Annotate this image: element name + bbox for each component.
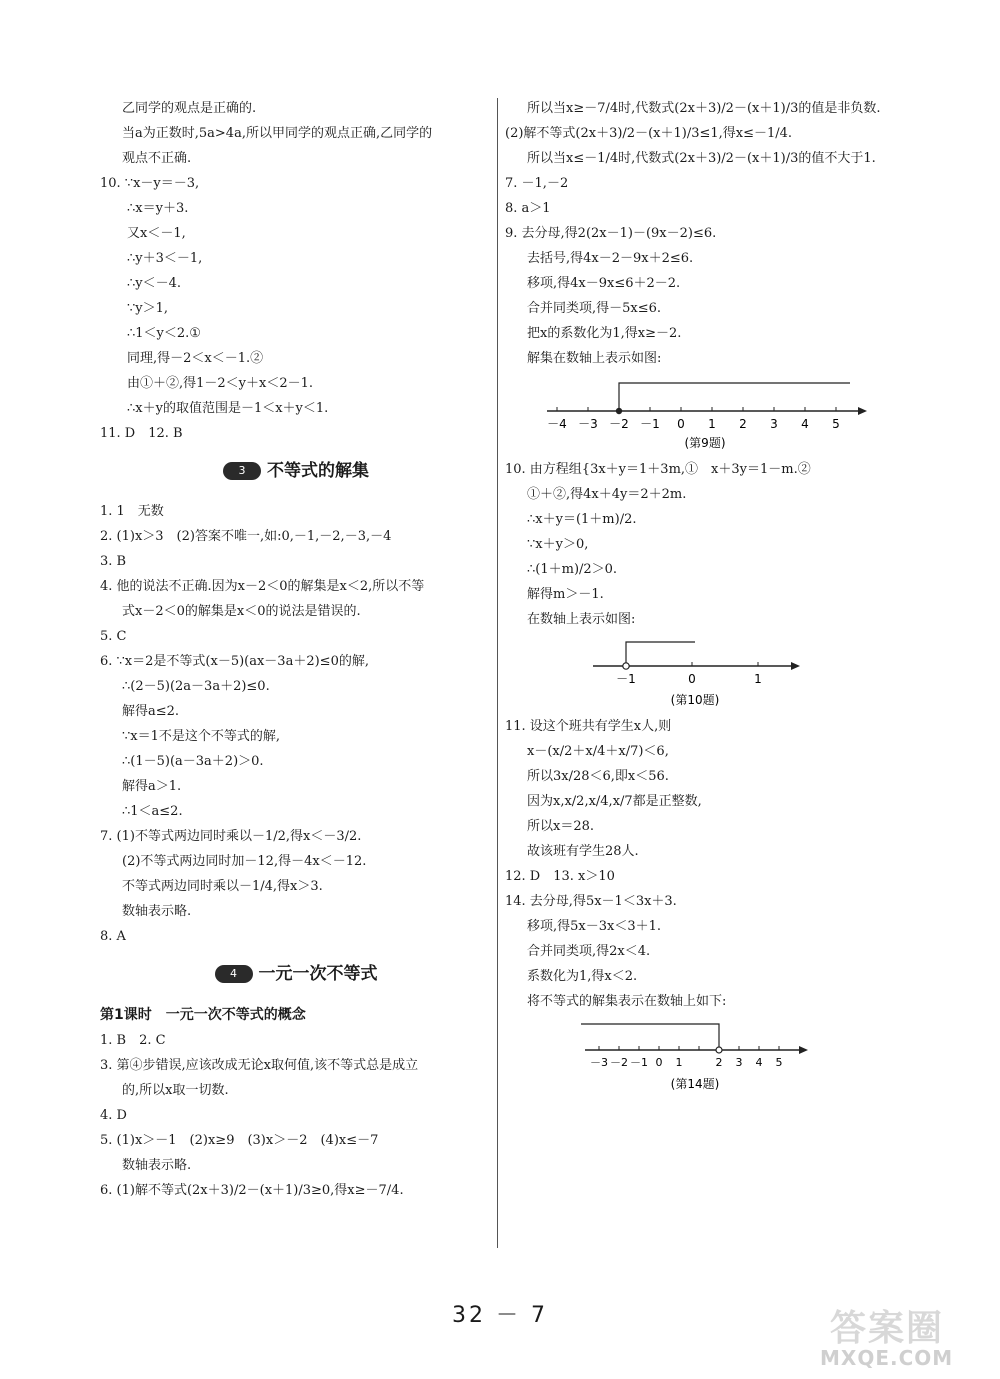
text-line: 2. (1)x＞3 (2)答案不唯一,如:0,－1,－2,－3,－4 — [100, 529, 392, 544]
tick-label: 4 — [755, 1056, 763, 1069]
tick-label: 3 — [735, 1056, 743, 1069]
tick-label: 2 — [715, 1056, 723, 1069]
tick-label: 5 — [775, 1056, 783, 1069]
text-line: 将不等式的解集表示在数轴上如下: — [527, 994, 727, 1009]
text-line: x－(x/2＋x/4＋x/7)＜6, — [527, 744, 669, 759]
tick-label: －2 — [610, 1056, 628, 1069]
text-line: 故该班有学生28人. — [527, 844, 639, 859]
text-line: 数轴表示略. — [122, 1158, 192, 1173]
text-line: ∴1＜a≤2. — [122, 804, 183, 819]
text-line: 8. a＞1 — [505, 201, 551, 216]
open-point — [623, 663, 629, 669]
tick-label: 0 — [677, 417, 685, 431]
tick-label: －3 — [590, 1056, 608, 1069]
text-line: 所以当x≤－1/4时,代数式(2x＋3)/2－(x＋1)/3的值不大于1. — [527, 151, 876, 166]
tick-label: 1 — [708, 417, 716, 431]
text-line: 系数化为1,得x＜2. — [527, 969, 638, 984]
text-line: ∵x＋y＞0, — [527, 537, 589, 552]
tick-label: 2 — [739, 417, 747, 431]
text-line: 10. ∵x－y＝－3, — [100, 176, 200, 191]
text-line: 9. 去分母,得2(2x－1)－(9x－2)≤6. — [505, 226, 717, 241]
text-line: 合并同类项,得－5x≤6. — [527, 301, 662, 316]
text-line: 所以3x/28＜6,即x＜56. — [527, 769, 669, 784]
tick-label: 1 — [754, 672, 762, 686]
text-line: 12. D 13. x＞10 — [505, 869, 615, 884]
number-line-10 — [505, 632, 905, 714]
text-line: ∴1＜y＜2.① — [127, 326, 201, 341]
tick-label: 5 — [832, 417, 840, 431]
open-point — [716, 1047, 722, 1053]
tick-label: －1 — [640, 417, 660, 431]
text-line: 不等式两边同时乘以－1/4,得x＞3. — [122, 879, 323, 894]
tick-label: 1 — [675, 1056, 683, 1069]
text-line: 观点不正确. — [122, 151, 192, 166]
section-heading-3 — [100, 449, 492, 493]
figure-caption: (第14题) — [670, 1077, 720, 1091]
tick-label: －1 — [630, 1056, 648, 1069]
text-line: 6. ∵x＝2是不等式(x－5)(ax－3a＋2)≤0的解, — [100, 654, 369, 669]
text-line: 5. C — [100, 629, 127, 644]
number-line-figure-9 — [505, 371, 905, 457]
tick-label: 0 — [655, 1056, 663, 1069]
text-line: 11. D 12. B — [100, 426, 183, 441]
text-line: 数轴表示略. — [122, 904, 192, 919]
text-line: 1. 1 无数 — [100, 504, 164, 519]
text-line: ∴x＝y＋3. — [127, 201, 189, 216]
text-line: 去括号,得4x－2－9x＋2≤6. — [527, 251, 694, 266]
tick-label: 3 — [770, 417, 778, 431]
text-line: 乙同学的观点是正确的. — [122, 101, 257, 116]
left-column — [100, 96, 492, 1203]
solid-point — [616, 408, 622, 414]
tick-label: －4 — [547, 417, 567, 431]
figure-caption: (第9题) — [684, 436, 726, 450]
text-line: 8. A — [100, 929, 126, 944]
text-line: 解得m＞－1. — [527, 587, 604, 602]
text-line: (2)不等式两边同时加－12,得－4x＜－12. — [122, 854, 367, 869]
text-line: 合并同类项,得2x＜4. — [527, 944, 651, 959]
text-line: 3. B — [100, 554, 127, 569]
text-line: 在数轴上表示如图: — [527, 612, 636, 627]
text-line: 14. 去分母,得5x－1＜3x＋3. — [505, 894, 677, 909]
section-title: 不等式的解集 — [267, 461, 369, 481]
tick-label: －3 — [578, 417, 598, 431]
text-line: 所以当x≥－7/4时,代数式(2x＋3)/2－(x＋1)/3的值是非负数. — [527, 101, 881, 116]
figure-caption: (第10题) — [670, 693, 720, 707]
text-line: ∵y＞1, — [127, 301, 169, 316]
tick-label: 0 — [688, 672, 696, 686]
text-line: 又x＜－1, — [127, 226, 186, 241]
text-line: 由①＋②,得1－2＜y＋x＜2－1. — [127, 376, 314, 391]
text-line: ∴(1＋m)/2＞0. — [527, 562, 618, 577]
text-line: ∵x＝1不是这个不等式的解, — [122, 729, 281, 744]
page-number: 32 － 7 — [452, 1303, 548, 1328]
text-line: ∴y＋3＜－1, — [127, 251, 203, 266]
text-line: ∴(1－5)(a－3a＋2)＞0. — [122, 754, 264, 769]
right-column — [505, 96, 905, 1098]
text-line: ∴x＋y的取值范围是－1＜x＋y＜1. — [127, 401, 329, 416]
lesson-title: 第1课时 一元一次不等式的概念 — [100, 1007, 306, 1023]
text-line: 的,所以x取一切数. — [122, 1083, 229, 1098]
text-line: 当a为正数时,5a>4a,所以甲同学的观点正确,乙同学的 — [122, 126, 433, 141]
watermark-logo: 答案圈 — [830, 1308, 945, 1349]
section-title: 一元一次不等式 — [258, 964, 378, 984]
text-line: ∴(2－5)(2a－3a＋2)≤0. — [122, 679, 270, 694]
text-line: 7. (1)不等式两边同时乘以－1/2,得x＜－3/2. — [100, 829, 362, 844]
number-line-9 — [505, 371, 905, 457]
text-line: 解得a＞1. — [122, 779, 182, 794]
text-line: 同理,得－2＜x＜－1.② — [127, 351, 264, 366]
text-line: 5. (1)x＞－1 (2)x≥9 (3)x＞－2 (4)x≤－7 — [100, 1133, 379, 1148]
text-line: 3. 第④步错误,应该改成无论x取何值,该不等式总是成立 — [100, 1058, 419, 1073]
column-divider — [497, 98, 498, 1248]
text-line: 式x－2＜0的解集是x＜0的说法是错误的. — [122, 604, 361, 619]
text-line: 所以x＝28. — [527, 819, 595, 834]
text-line: ①＋②,得4x＋4y＝2＋2m. — [527, 487, 687, 502]
number-line-figure-10 — [505, 632, 905, 714]
text-line: (2)解不等式(2x＋3)/2－(x＋1)/3≤1,得x≤－1/4. — [505, 126, 793, 141]
text-line: 4. 他的说法不正确.因为x－2＜0的解集是x＜2,所以不等 — [100, 579, 425, 594]
text-line: ∴x＋y＝(1＋m)/2. — [527, 512, 637, 527]
tick-label: －1 — [616, 672, 636, 686]
text-line: ∴y＜－4. — [127, 276, 182, 291]
text-line: 移项,得4x－9x≤6＋2－2. — [527, 276, 681, 291]
number-line-figure-14 — [505, 1014, 905, 1098]
section-number-badge: 3 — [223, 462, 261, 480]
text-line: 10. 由方程组{3x＋y＝1＋3m,① x＋3y＝1－m.② — [505, 462, 811, 477]
text-line: 解集在数轴上表示如图: — [527, 351, 662, 366]
number-line-14 — [505, 1014, 905, 1098]
section-number-badge: 4 — [215, 965, 253, 983]
text-line: 6. (1)解不等式(2x＋3)/2－(x＋1)/3≥0,得x≥－7/4. — [100, 1183, 404, 1198]
tick-label: －2 — [609, 417, 629, 431]
text-line: 把x的系数化为1,得x≥－2. — [527, 326, 682, 341]
text-line: 移项,得5x－3x＜3＋1. — [527, 919, 662, 934]
tick-label: 4 — [801, 417, 809, 431]
watermark-url: MXQE.COM — [820, 1346, 954, 1370]
section-heading-4 — [100, 952, 492, 996]
watermark — [820, 1300, 990, 1374]
text-line: 4. D — [100, 1108, 127, 1123]
text-line: 因为x,x/2,x/4,x/7都是正整数, — [527, 794, 702, 809]
text-line: 1. B 2. C — [100, 1033, 166, 1048]
text-line: 解得a≤2. — [122, 704, 180, 719]
text-line: 11. 设这个班共有学生x人,则 — [505, 719, 672, 734]
text-line: 7. －1,－2 — [505, 176, 569, 191]
